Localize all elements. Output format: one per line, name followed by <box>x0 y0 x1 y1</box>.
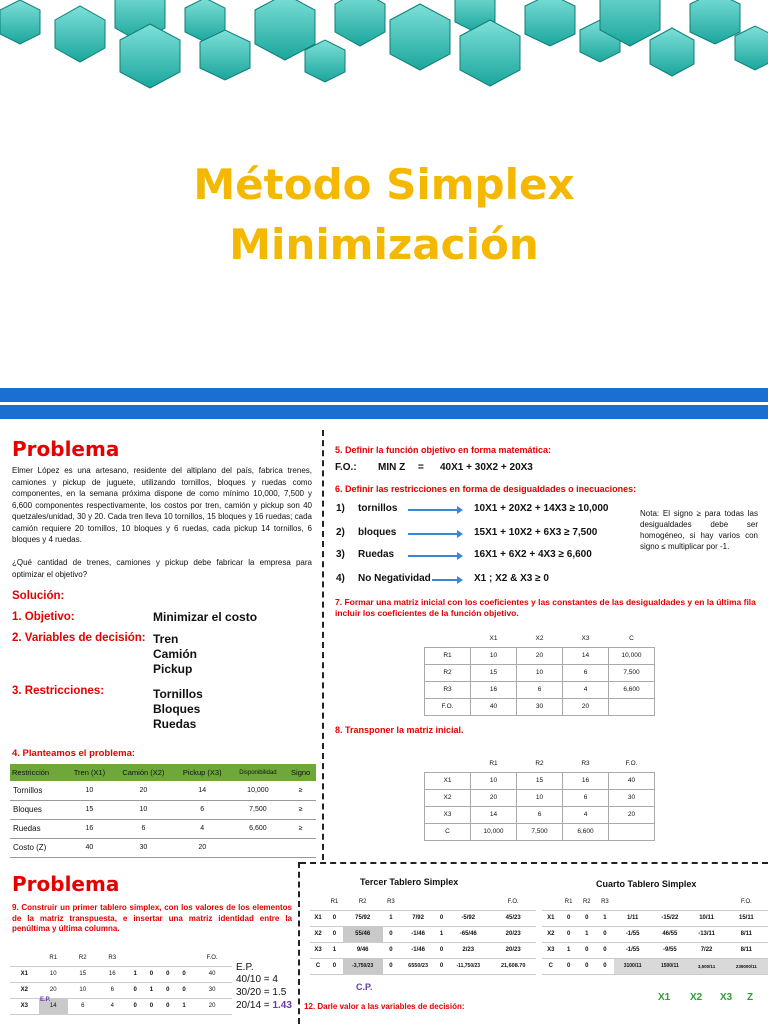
table-cell: 14 <box>471 806 517 823</box>
table-cell: -1/46 <box>399 926 437 942</box>
table-cell: 20 <box>113 781 174 800</box>
table-cell <box>542 894 560 910</box>
table-cell: -1/55 <box>614 942 651 958</box>
fourth-table-title: Cuarto Tablero Simplex <box>596 879 697 889</box>
table-cell: R3 <box>425 681 471 698</box>
table-cell: 0 <box>596 926 614 942</box>
table-cell: 8/11 <box>725 942 768 958</box>
table-cell: 15 <box>66 800 113 819</box>
table-cell: R1 <box>425 647 471 664</box>
table-cell: 7,500 <box>517 823 563 840</box>
table-cell: F.O. <box>490 894 536 910</box>
table-cell: 0 <box>383 958 400 974</box>
table-cell: 10 <box>39 966 69 982</box>
title-line-1: Método Simplex <box>193 160 575 209</box>
table-cell: X2 <box>425 789 471 806</box>
table-cell: R1 <box>489 759 498 767</box>
table-row <box>10 966 232 982</box>
table-row <box>425 698 655 715</box>
table-cell <box>609 823 655 840</box>
table-cell: 10,000 <box>609 647 655 664</box>
plan-table-header <box>10 764 316 781</box>
table-cell: 0 <box>160 998 176 1014</box>
table-cell: 0 <box>176 982 192 998</box>
table-cell: 8/11 <box>725 926 768 942</box>
arrow-icon <box>408 533 458 535</box>
restriction-ruedas: Ruedas <box>153 717 197 731</box>
dashed-divider <box>322 430 324 860</box>
arrow-icon <box>408 555 458 557</box>
initial-matrix-table <box>424 630 655 716</box>
table-row <box>542 958 768 974</box>
table-cell <box>310 894 326 910</box>
header-cell: Signo <box>285 764 316 781</box>
table-cell: 0 <box>437 958 446 974</box>
table-cell: 1 <box>143 982 159 998</box>
table-cell: 0 <box>176 966 192 982</box>
table-cell: 0 <box>160 966 176 982</box>
table-cell: Ruedas <box>10 819 66 838</box>
step-9-label: 9. Construir un primer tablero simplex, con los valores de los elementos de la matriz transpuesta, e insertar una matriz identidad entre la penúltima y última columna. <box>12 903 292 933</box>
table-cell: -13/11 <box>688 926 724 942</box>
table-cell: 0 <box>160 982 176 998</box>
table-cell: R1 <box>326 894 343 910</box>
table-cell: 10 <box>471 772 517 789</box>
step-7-label: 7. Formar una matriz inicial con los coeficientes y las constantes de las desigualdades y en la última fila incluir los coeficientes de la función objetivo. <box>335 597 756 618</box>
fo-label: F.O.: <box>335 462 357 473</box>
constraint-4-num: 4) <box>336 573 345 584</box>
table-row <box>425 647 655 664</box>
table-cell <box>127 950 143 966</box>
table-cell: R3 <box>581 759 590 767</box>
dashed-divider-horizontal <box>300 862 768 864</box>
result-var-x2: X2 <box>690 992 703 1003</box>
table-cell: 10 <box>68 982 98 998</box>
table-cell: 45/23 <box>490 910 536 926</box>
problem-heading-2: Problema <box>12 872 120 896</box>
table-row <box>310 926 536 942</box>
table-cell: F.O. <box>192 950 232 966</box>
table-cell: 20/23 <box>490 926 536 942</box>
table-cell: 20 <box>192 998 232 1014</box>
table-cell: 7/22 <box>688 942 724 958</box>
table-cell: X1 <box>489 634 498 642</box>
dashed-divider-slide3 <box>298 862 300 1024</box>
problem-text: Elmer López es una artesano, residente del altiplano del país, fabrica trenes, camiones y pickup de juguete, utilizando tornillos, bloques y ruedas como componentes, en la semana próxima dispone de como mínimo 10,000, 7,500 y 6,600 componentes respectivamente, los costos por tren, camión y pickup son 40 quetzales/unidad, 30 y 20. Cada tren lleva 10 tornillos, 15 bloques y 16 ruedas; cada camión requiere 20 tornillos, 10 bloques y 6 ruedas, cada pickup 14 tornillos, 6 bloques y 4 ruedas. <box>12 466 312 544</box>
table-row <box>10 800 316 819</box>
constraint-4-expr: X1 ; X2 & X3 ≥ 0 <box>474 573 549 584</box>
table-row <box>310 894 536 910</box>
table-cell <box>231 838 286 857</box>
variables-label: 2. Variables de decisión: <box>12 632 146 644</box>
arrow-icon <box>408 509 458 511</box>
table-cell: 0 <box>578 942 596 958</box>
table-cell <box>425 755 471 772</box>
table-cell: 10 <box>66 781 113 800</box>
table-cell: 15 <box>471 664 517 681</box>
constraint-2-num: 2) <box>336 527 345 538</box>
table-cell: 40 <box>609 772 655 789</box>
third-simplex-table <box>310 894 536 975</box>
table-cell: R2 <box>425 664 471 681</box>
table-cell: 6 <box>563 664 609 681</box>
table-cell: Costo (Z) <box>10 838 66 857</box>
table-cell <box>10 950 39 966</box>
table-cell: 30 <box>113 838 174 857</box>
table-cell: F.O. <box>725 894 768 910</box>
table-cell: ≥ <box>285 800 316 819</box>
table-cell: X1 <box>310 910 326 926</box>
table-cell: F.O. <box>425 698 471 715</box>
table-cell: 4 <box>563 681 609 698</box>
ratio-1: 40/10 = 4 <box>236 974 278 985</box>
table-cell <box>425 630 471 647</box>
constraint-2-name: bloques <box>358 527 397 538</box>
table-cell: 0 <box>437 942 446 958</box>
table-cell: 0 <box>560 958 578 974</box>
table-cell: 30 <box>517 698 563 715</box>
step-12-label: 12. Darle valor a las variables de decisión: <box>304 1002 465 1011</box>
header-cell: Restricción <box>10 764 66 781</box>
table-cell: 10 <box>517 789 563 806</box>
title-slide <box>0 0 768 390</box>
table-cell: X3 <box>10 998 39 1014</box>
table-row <box>425 806 655 823</box>
table-cell: 9/46 <box>343 942 383 958</box>
table-cell: -15/22 <box>651 910 688 926</box>
pivot-cell: 55/46 <box>343 926 383 942</box>
table-cell: 1 <box>383 910 400 926</box>
blue-top-bar <box>0 405 768 419</box>
table-cell: 0 <box>560 926 578 942</box>
table-cell: 1 <box>127 966 143 982</box>
table-cell: R2 <box>578 894 596 910</box>
table-row <box>425 630 655 647</box>
fourth-simplex-table <box>542 894 768 975</box>
table-cell: 0 <box>326 910 343 926</box>
table-cell: -5/92 <box>446 910 490 926</box>
table-cell: 15/11 <box>725 910 768 926</box>
table-row <box>10 781 316 800</box>
table-cell: 7,500 <box>231 800 286 819</box>
objective-label: 1. Objetivo: <box>12 611 75 623</box>
table-cell: X1 <box>425 772 471 789</box>
table-row <box>425 664 655 681</box>
restriction-bloques: Bloques <box>153 702 201 716</box>
table-cell: R1 <box>39 950 69 966</box>
table-cell: C <box>542 958 560 974</box>
table-cell <box>160 950 176 966</box>
table-cell: R3 <box>596 894 614 910</box>
table-cell: -9/55 <box>651 942 688 958</box>
table-cell: 1 <box>560 942 578 958</box>
table-cell: 0 <box>127 998 143 1014</box>
result-var-x1: X1 <box>658 992 671 1003</box>
table-cell: 10 <box>113 800 174 819</box>
table-row <box>425 755 655 772</box>
table-cell: R2 <box>535 759 544 767</box>
table-cell: 20/23 <box>490 942 536 958</box>
ratio-3 <box>236 1000 292 1011</box>
table-cell: 6,600 <box>231 819 286 838</box>
table-cell: 0 <box>326 958 343 974</box>
table-cell: X1 <box>542 910 560 926</box>
table-cell: 1 <box>596 910 614 926</box>
ratio-2: 30/20 = 1.5 <box>236 987 287 998</box>
transposed-matrix-table <box>424 755 655 841</box>
table-cell: 14 <box>174 781 231 800</box>
variable-pickup: Pickup <box>153 662 193 676</box>
table-cell: 1 <box>578 926 596 942</box>
table-cell: R3 <box>98 950 128 966</box>
constraint-2-expr: 15X1 + 10X2 + 6X3 ≥ 7,500 <box>474 527 598 538</box>
restrictions-label: 3. Restricciones: <box>12 685 105 697</box>
table-cell: ≥ <box>285 819 316 838</box>
table-cell: 30 <box>609 789 655 806</box>
table-cell: R3 <box>383 894 400 910</box>
table-row <box>542 910 768 926</box>
fo-min-z: MIN Z <box>378 462 406 473</box>
table-cell: 10 <box>471 647 517 664</box>
problem-heading: Problema <box>12 437 120 461</box>
table-cell: 30 <box>192 982 232 998</box>
table-cell: X2 <box>542 926 560 942</box>
table-cell: 4 <box>98 998 128 1014</box>
title-line-2: Minimización <box>229 220 539 269</box>
note-text: Nota: El signo ≥ para todas las desigualdades debe ser homogéneo, si hay varios con signo ≤ multiplicar por -1. <box>640 509 758 551</box>
table-row <box>10 950 232 966</box>
table-cell: 21,608.70 <box>490 958 536 974</box>
table-cell: 16 <box>563 772 609 789</box>
table-cell: 6 <box>98 982 128 998</box>
table-row <box>10 819 316 838</box>
table-cell: 16 <box>471 681 517 698</box>
third-table-title: Tercer Tablero Simplex <box>360 877 459 887</box>
table-cell: X2 <box>535 634 544 642</box>
fo-expression: 40X1 + 30X2 + 20X3 <box>440 462 533 473</box>
table-cell: 6 <box>68 998 98 1014</box>
plan-label: 4. Planteamos el problema: <box>12 748 136 759</box>
table-cell: 1/11 <box>614 910 651 926</box>
pivot-cell: 14 <box>39 998 69 1014</box>
table-cell: -65/46 <box>446 926 490 942</box>
table-row <box>425 823 655 840</box>
table-cell: 0 <box>326 926 343 942</box>
table-cell: C <box>425 823 471 840</box>
table-cell: 46/55 <box>651 926 688 942</box>
table-row <box>425 681 655 698</box>
header-cell: Camión (X2) <box>113 764 174 781</box>
table-cell <box>176 950 192 966</box>
table-cell: 1 <box>326 942 343 958</box>
table-cell: 20 <box>39 982 69 998</box>
table-cell: 16 <box>98 966 128 982</box>
result-cell: 1500/11 <box>651 958 688 974</box>
solution-label: Solución: <box>12 590 65 602</box>
result-cell: 239000/11 <box>725 958 768 974</box>
first-simplex-table <box>10 950 232 1015</box>
result-cell: 3100/11 <box>614 958 651 974</box>
header-cell: Disponibilidad <box>231 764 286 781</box>
table-cell: Bloques <box>10 800 66 819</box>
table-cell: 14 <box>563 647 609 664</box>
table-cell: 0 <box>143 966 159 982</box>
restriction-tornillos: Tornillos <box>153 687 203 701</box>
variable-camion: Camión <box>153 647 198 661</box>
ratio-3-text: 20/14 = <box>236 1000 270 1011</box>
problem-question: ¿Qué cantidad de trenes, camiones y pickup debe fabricar la empresa para optimizar el objetivo? <box>12 558 312 579</box>
table-cell: C <box>310 958 326 974</box>
table-cell <box>651 894 688 910</box>
table-cell <box>399 894 437 910</box>
table-cell: X3 <box>581 634 590 642</box>
constraint-4-name: No Negatividad <box>358 573 431 584</box>
table-cell: X3 <box>310 942 326 958</box>
arrow-icon <box>432 579 458 581</box>
table-row <box>542 894 768 910</box>
constraint-3-name: Ruedas <box>358 549 395 560</box>
table-cell: 4 <box>563 806 609 823</box>
table-row <box>310 958 536 974</box>
result-var-x3: X3 <box>720 992 733 1003</box>
table-cell: R1 <box>560 894 578 910</box>
table-cell: 6550/23 <box>399 958 437 974</box>
table-cell: Tornillos <box>10 781 66 800</box>
table-cell: 10,000 <box>231 781 286 800</box>
table-cell: F.O. <box>625 759 638 767</box>
objective-value: Minimizar el costo <box>153 610 258 624</box>
table-cell: 2/23 <box>446 942 490 958</box>
table-row <box>425 789 655 806</box>
table-cell: 0 <box>596 942 614 958</box>
table-cell <box>614 894 651 910</box>
table-cell: 15 <box>68 966 98 982</box>
ep-small-label: E.P. <box>40 997 51 1003</box>
table-row <box>542 942 768 958</box>
table-cell: 75/92 <box>343 910 383 926</box>
table-cell: 0 <box>578 910 596 926</box>
table-cell <box>688 894 724 910</box>
plan-table <box>10 764 316 858</box>
table-cell <box>437 894 446 910</box>
table-cell: 10/11 <box>688 910 724 926</box>
constraint-3-num: 3) <box>336 549 345 560</box>
table-row <box>10 838 316 857</box>
constraint-1-num: 1) <box>336 503 345 514</box>
cp-label: C.P. <box>356 982 373 992</box>
table-cell: 0 <box>143 998 159 1014</box>
table-cell: ≥ <box>285 781 316 800</box>
table-cell: X2 <box>10 982 39 998</box>
constraint-3-expr: 16X1 + 6X2 + 4X3 ≥ 6,600 <box>474 549 592 560</box>
constraint-1-expr: 10X1 + 20X2 + 14X3 ≥ 10,000 <box>474 503 609 514</box>
table-cell: 0 <box>383 942 400 958</box>
step-5-label: 5. Definir la función objetivo en forma matemática: <box>335 445 552 455</box>
table-cell: -11,750/23 <box>446 958 490 974</box>
table-cell: 10,000 <box>471 823 517 840</box>
table-cell: 20 <box>609 806 655 823</box>
table-cell: X3 <box>542 942 560 958</box>
table-cell: 6 <box>174 800 231 819</box>
table-cell: 7,500 <box>609 664 655 681</box>
table-cell: 20 <box>174 838 231 857</box>
hexagon-banner-decoration <box>0 0 768 100</box>
ratio-min: 1.43 <box>272 1000 292 1011</box>
step-8-label: 8. Transponer la matriz inicial. <box>335 725 464 735</box>
result-var-z: Z <box>747 992 754 1003</box>
table-cell: X1 <box>10 966 39 982</box>
table-cell: 6 <box>113 819 174 838</box>
table-cell: 0 <box>127 982 143 998</box>
table-cell: C <box>629 634 634 642</box>
table-cell: 40 <box>471 698 517 715</box>
table-cell: R2 <box>68 950 98 966</box>
table-cell: 0 <box>383 926 400 942</box>
table-cell: 1 <box>437 926 446 942</box>
table-cell <box>285 838 316 857</box>
table-cell: 0 <box>578 958 596 974</box>
table-cell: 6 <box>517 806 563 823</box>
table-cell: R2 <box>343 894 383 910</box>
header-cell: Tren (X1) <box>66 764 113 781</box>
table-cell: 40 <box>192 966 232 982</box>
header-cell: Pickup (X3) <box>174 764 231 781</box>
table-cell: 16 <box>66 819 113 838</box>
variable-tren: Tren <box>153 632 179 646</box>
table-row <box>425 772 655 789</box>
ep-label: E.P. <box>236 962 254 973</box>
table-row <box>310 910 536 926</box>
table-cell: 7/92 <box>399 910 437 926</box>
pivot-column-cell: -3,750/23 <box>343 958 383 974</box>
table-cell: 20 <box>471 789 517 806</box>
table-cell: 0 <box>437 910 446 926</box>
result-cell: 3,500/11 <box>688 958 724 974</box>
table-cell: 1 <box>176 998 192 1014</box>
table-cell: X2 <box>310 926 326 942</box>
table-cell: -1/46 <box>399 942 437 958</box>
table-cell <box>143 950 159 966</box>
table-cell <box>446 894 490 910</box>
table-row <box>542 926 768 942</box>
table-cell: 40 <box>66 838 113 857</box>
table-row <box>10 982 232 998</box>
constraint-1-name: tornillos <box>358 503 398 514</box>
table-cell: -1/55 <box>614 926 651 942</box>
step-6-label: 6. Definir las restricciones en forma de desigualdades o inecuaciones: <box>335 484 637 494</box>
table-cell: 6,600 <box>609 681 655 698</box>
fo-equals: = <box>418 462 424 473</box>
table-cell: 10 <box>517 664 563 681</box>
table-cell: X3 <box>425 806 471 823</box>
table-cell: 6 <box>563 789 609 806</box>
blue-divider-bar <box>0 388 768 402</box>
table-cell: 6 <box>517 681 563 698</box>
table-cell: 0 <box>596 958 614 974</box>
table-cell: 6,600 <box>563 823 609 840</box>
table-cell: 20 <box>563 698 609 715</box>
table-cell: 4 <box>174 819 231 838</box>
table-row <box>310 942 536 958</box>
table-cell: 0 <box>560 910 578 926</box>
table-cell: 15 <box>517 772 563 789</box>
table-cell <box>609 698 655 715</box>
table-cell: 20 <box>517 647 563 664</box>
